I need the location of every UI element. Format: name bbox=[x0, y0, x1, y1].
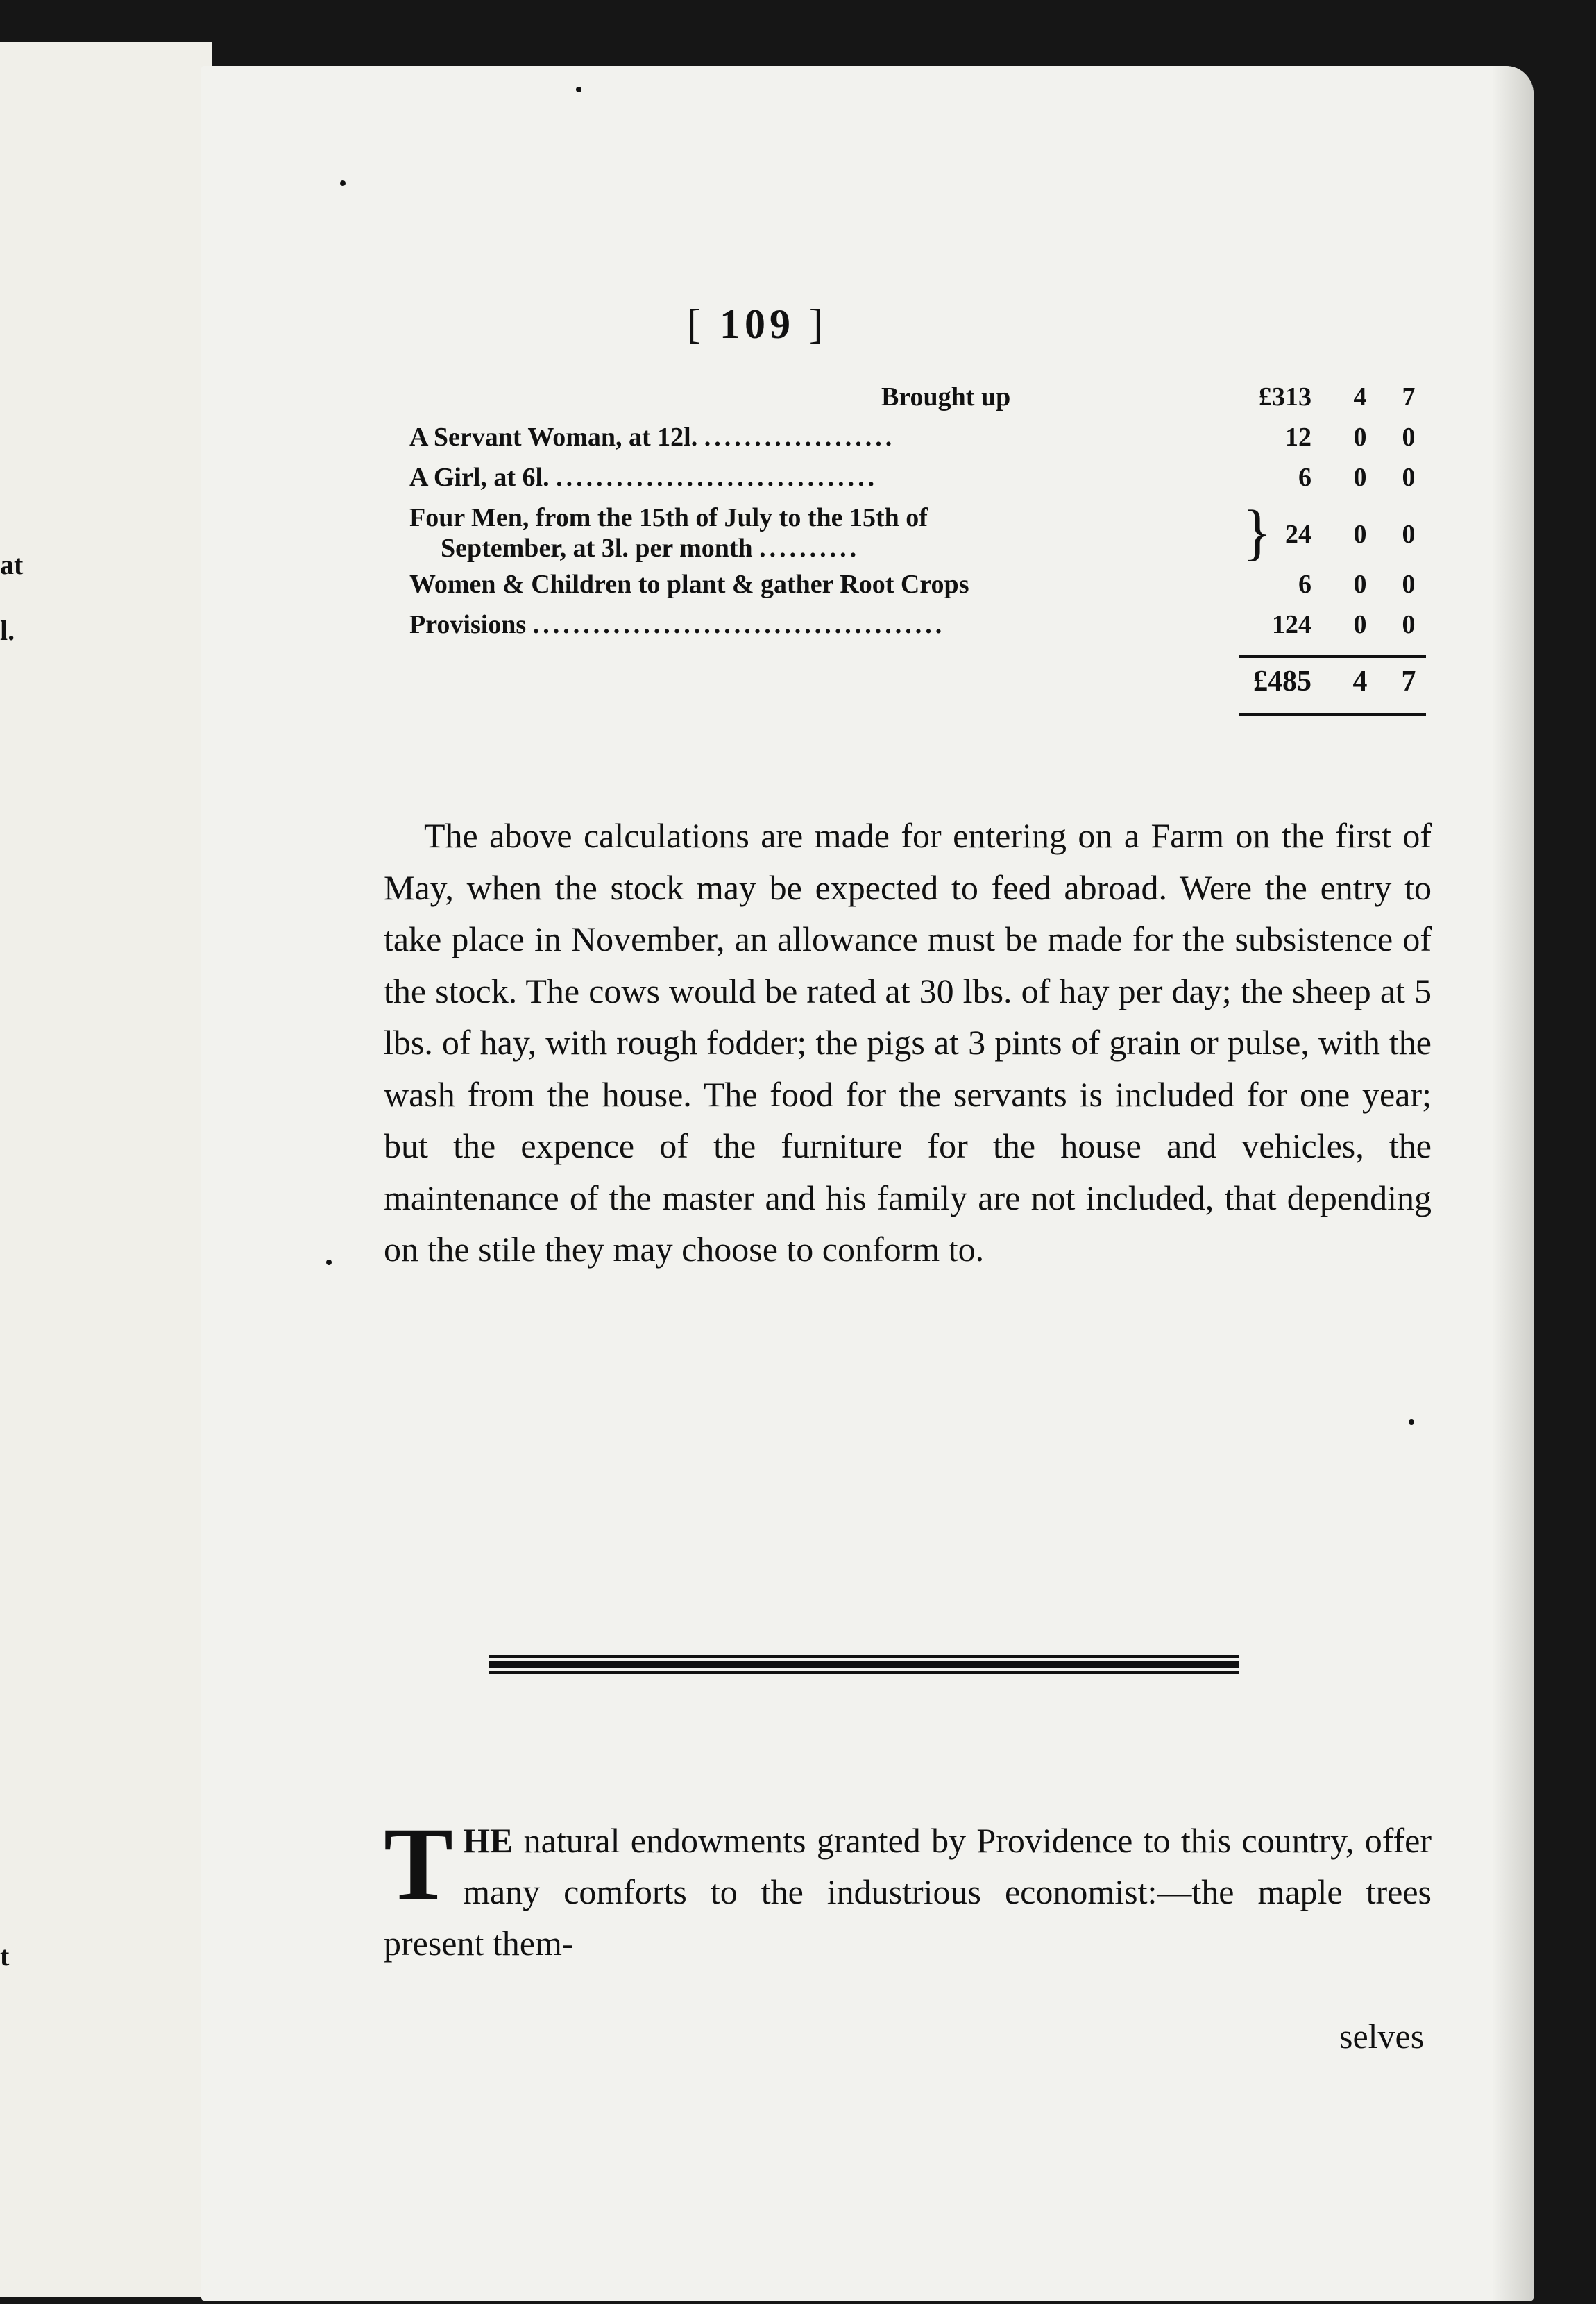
facing-page-fragment: t bbox=[0, 1940, 10, 1972]
ledger-pounds: 24 bbox=[1285, 520, 1311, 549]
page-number-header bbox=[687, 300, 827, 348]
divider-thin-rule bbox=[489, 1671, 1239, 1674]
leader-dots: ................... bbox=[704, 423, 896, 452]
section-divider bbox=[489, 1655, 1239, 1676]
paragraph-text: The above calculations are made for entering on a Farm on the first of May, when the stock may be expected to feed abroad. Were the entry to take place in November, an allowance must be made for the subsistence of the stock. The cows would be rated at 30 lbs. of hay per day; the sheep at 5 lbs. of hay, with rough fodder; the pigs at 3 pints of grain or pulse, with the wash from the house. The food for the servants is included for one year; but the expence of the furniture for the house and vehicles, the maintenance of the master and his family are not included, that depending on the stile they may choose to conform to. bbox=[384, 816, 1432, 1269]
ledger-description: Women & Children to plant & gather Root Crops bbox=[409, 570, 969, 599]
open-bracket: [ bbox=[687, 301, 705, 347]
ledger-row-brought-up bbox=[409, 382, 1426, 422]
ink-speck bbox=[340, 180, 346, 186]
leader-dots: ................................ bbox=[556, 463, 878, 492]
page-number: 109 bbox=[719, 301, 795, 347]
book-page bbox=[201, 66, 1534, 2301]
lead-word: HE bbox=[463, 1821, 513, 1860]
ledger-pounds: 12 bbox=[1285, 423, 1311, 452]
ledger-description: Provisions bbox=[409, 610, 527, 639]
close-bracket: ] bbox=[808, 301, 827, 347]
total-pence: 7 bbox=[1401, 666, 1416, 697]
ledger-pounds: £313 bbox=[1259, 382, 1311, 412]
ledger-pence: 7 bbox=[1402, 382, 1416, 412]
ledger-shillings: 4 bbox=[1353, 382, 1367, 412]
total-pounds: £485 bbox=[1253, 666, 1311, 697]
expense-ledger bbox=[409, 382, 1426, 720]
ledger-pounds: 6 bbox=[1298, 463, 1311, 492]
total-rule bbox=[1239, 713, 1426, 716]
ledger-row bbox=[409, 462, 1426, 502]
ledger-shillings: 0 bbox=[1353, 423, 1367, 452]
ledger-row bbox=[409, 569, 1426, 609]
facing-page-fragment: l. bbox=[0, 615, 15, 646]
ledger-shillings: 0 bbox=[1353, 463, 1367, 492]
divider-thin-rule bbox=[489, 1655, 1239, 1658]
ledger-shillings: 0 bbox=[1353, 610, 1367, 639]
ledger-row bbox=[409, 422, 1426, 462]
leader-dots: ......................................... bbox=[532, 610, 946, 639]
ledger-pence: 0 bbox=[1402, 570, 1416, 599]
ledger-description-line1: Four Men, from the 15th of July to the 15th of bbox=[409, 503, 928, 532]
ledger-row-total bbox=[409, 665, 1426, 713]
ledger-pence: 0 bbox=[1402, 610, 1416, 639]
divider-thick-rule bbox=[489, 1661, 1239, 1668]
intro-text: natural endowments granted by Providence to this country, offer many comforts to the industrious economist:—the maple trees present them- bbox=[384, 1821, 1432, 1963]
ledger-shillings: 0 bbox=[1353, 520, 1367, 549]
ledger-description-line2: September, at 3l. per month bbox=[441, 534, 753, 563]
ledger-pence: 0 bbox=[1402, 423, 1416, 452]
ledger-shillings: 0 bbox=[1353, 570, 1367, 599]
drop-cap: T bbox=[384, 1806, 454, 1922]
page-edge bbox=[1492, 66, 1534, 2301]
ledger-pence: 0 bbox=[1402, 463, 1416, 492]
leader-dots: .......... bbox=[759, 534, 860, 563]
curly-brace: } bbox=[1242, 498, 1273, 567]
sum-rule bbox=[1239, 655, 1426, 658]
ink-speck bbox=[326, 1260, 332, 1265]
ledger-pence: 0 bbox=[1402, 520, 1416, 549]
ledger-row bbox=[409, 609, 1426, 650]
ink-speck bbox=[576, 87, 581, 92]
ink-speck bbox=[1409, 1419, 1414, 1425]
facing-page-fragment: at bbox=[0, 549, 24, 580]
ledger-description: A Servant Woman, at 12l. bbox=[409, 423, 698, 452]
section-intro bbox=[384, 1806, 1432, 1969]
ledger-sum-rule-wrap bbox=[409, 650, 1426, 665]
ledger-description: A Girl, at 6l. bbox=[409, 463, 550, 492]
body-paragraph bbox=[384, 810, 1432, 1276]
ledger-pounds: 6 bbox=[1298, 570, 1311, 599]
facing-page bbox=[0, 42, 212, 2297]
ledger-row bbox=[409, 498, 1426, 569]
total-shillings: 4 bbox=[1352, 666, 1368, 697]
catchword: selves bbox=[1339, 2017, 1425, 2056]
ledger-total-rule-wrap bbox=[409, 713, 1426, 720]
ledger-pounds: 124 bbox=[1272, 610, 1311, 639]
brought-up-label: Brought up bbox=[881, 382, 1011, 412]
